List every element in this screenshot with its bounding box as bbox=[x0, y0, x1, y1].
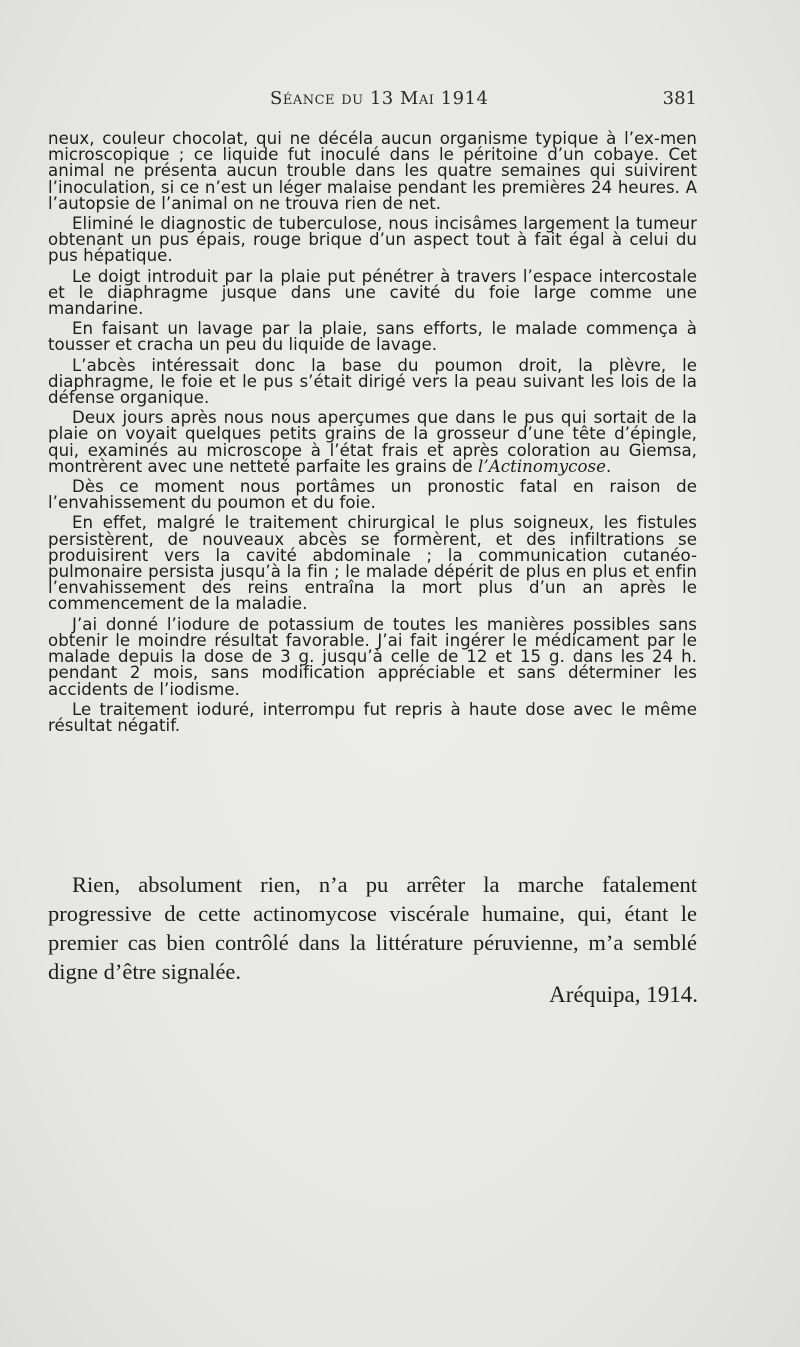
paragraph-6 bbox=[48, 410, 697, 475]
closing-section bbox=[48, 870, 697, 986]
paragraph-7: Dès ce moment nous portâmes un pronostic fatal en raison de l’envahissement du poumon et du foie. bbox=[48, 477, 697, 513]
closing-paragraph: Rien, absolument rien, n’a pu arrêter la marche fatalement progressive de cette actinomycose viscérale humaine, qui, étant le premier cas bien contrôlé dans la littérature péruvienne, m’a semblé digne d’être signalée. bbox=[48, 872, 697, 984]
paragraph-5: L’abcès intéressait donc la base du poumon droit, la plèvre, le diaphragme, le foie et le pus s’était dirigé vers la peau suivant les lois de la défense organique. bbox=[48, 355, 697, 408]
italic-term-tail: . bbox=[606, 456, 612, 476]
paragraph-3: Le doigt introduit par la plaie put pénétrer à travers l’espace intercostale et le diaphragme jusque dans une cavité du foie large comme une mandarine. bbox=[48, 266, 697, 319]
paragraph-8: En effet, malgré le traitement chirurgical le plus soigneux, les fistules persistèrent, de nouveaux abcès se formèrent, et des infiltrations se produisirent vers la cavité abdominale ; la communication cutanéo-pulmonaire persista jusqu’à la fin ; le malade dépérit de plus en plus et enfin l’envahissement des reins entraîna la mort plus d’un an après le commencement de la maladie. bbox=[48, 513, 697, 614]
paragraph-6-text: Deux jours après nous nous aperçumes que dans le pus qui sortait de la plaie on voyait quelques petits grains de la grosseur d’une tête d’épingle, qui, examinés au microscope à l’état frais et après coloration au Giemsa, montrèrent avec une netteté parfaite les grains de bbox=[48, 408, 697, 476]
page-number: 381 bbox=[662, 88, 697, 109]
paragraph-2: Eliminé le diagnostic de tuberculose, nous incisâmes largement la tumeur obtenant un pus épais, rouge brique d’un aspect tout à fait égal à celui du pus hépatique. bbox=[48, 214, 697, 266]
running-title: Séance du 13 Mai 1914 bbox=[270, 88, 489, 109]
signature: Aréquipa, 1914. bbox=[549, 982, 698, 1007]
italic-term: l’Actinomycose bbox=[478, 456, 606, 476]
paragraph-4: En faisant un lavage par la plaie, sans efforts, le malade commença à tousser et cracha un peu du liquide de lavage. bbox=[48, 319, 697, 355]
paragraph-1: neux, couleur chocolat, qui ne décéla aucun organisme typique à l’ex-men microscopique ; ce liquide fut inoculé dans le péritoine d’un cobaye. Cet animal ne présenta aucun trouble dans les quatre semaines qui suivirent l’inoculation, si ce n’est un léger malaise pendant les premières 24 heures. A l’autopsie de l’animal on ne trouva rien de net. bbox=[48, 129, 697, 213]
running-head bbox=[0, 88, 800, 118]
article-body bbox=[48, 131, 697, 738]
paragraph-9: J’ai donné l’iodure de potassium de toutes les manières possibles sans obtenir le moindre résultat favorable. J’ai fait ingérer le médicament par le malade depuis la dose de 3 g. jusqu’à celle de 12 et 15 g. dans les 24 h. pendant 2 mois, sans modification appréciable et sans déterminer les accidents de l’iodisme. bbox=[48, 614, 697, 699]
paragraph-10: Le traitement ioduré, interrompu fut repris à haute dose avec le même résultat négatif. bbox=[48, 699, 697, 735]
